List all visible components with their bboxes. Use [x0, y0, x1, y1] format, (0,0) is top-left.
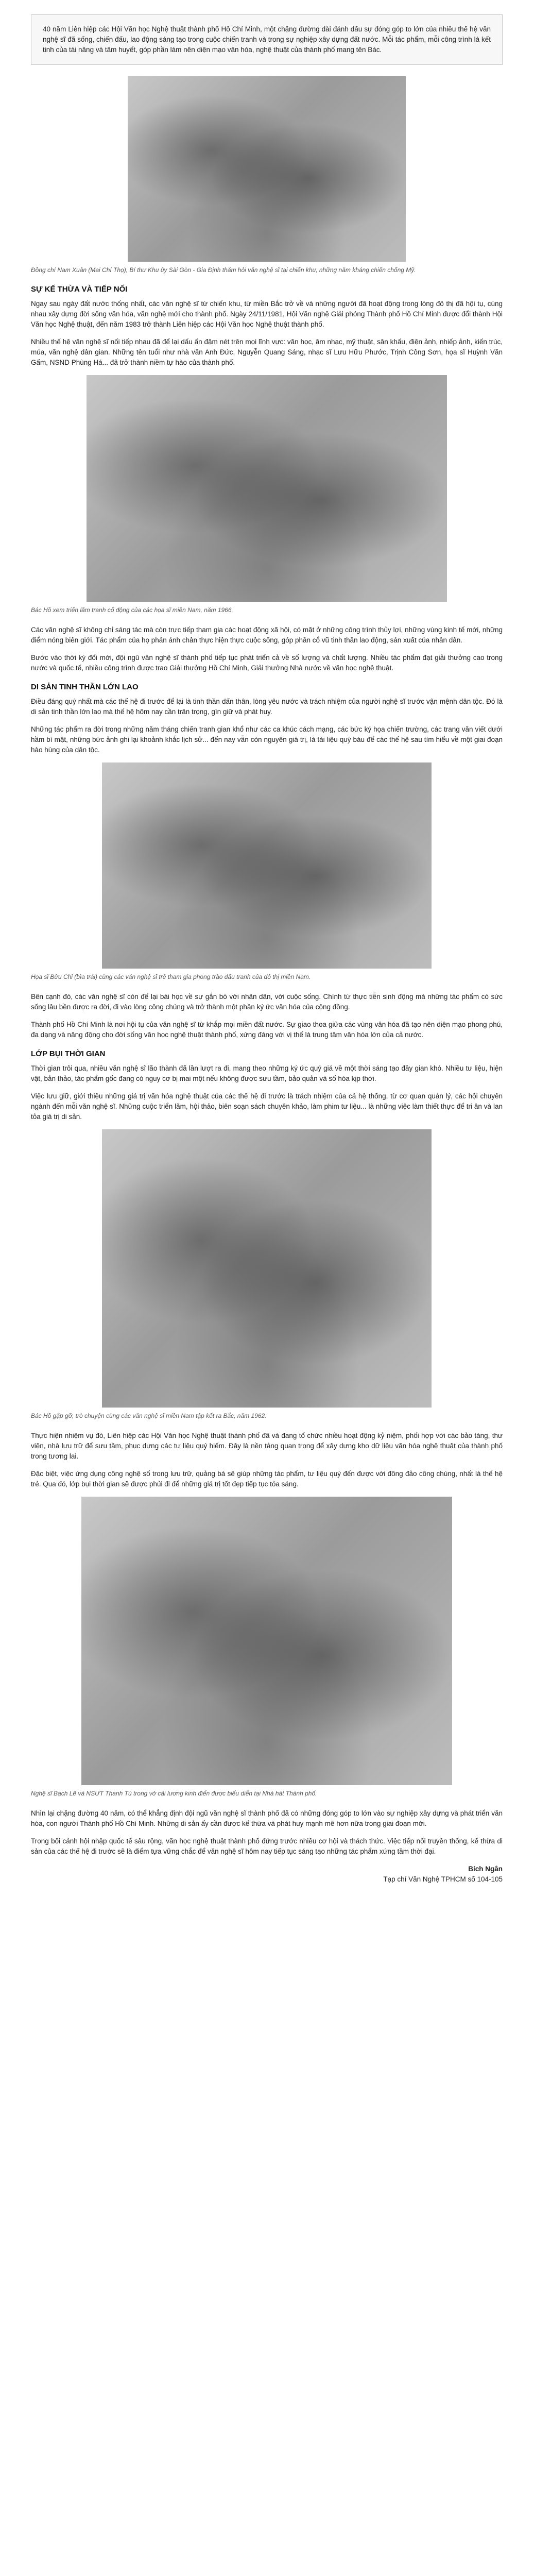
section-2-para-2: Những tác phẩm ra đời trong những năm tháng chiến tranh gian khổ như các ca khúc cách mạng, các bức ký họa chiến trường, các trang văn viết dưới hầm bí mật, những bức ảnh ghi lại khoảnh khắc lịch sử... đến nay vẫn còn nguyên giá trị, là tài liệu quý báu để các thế hệ sau tìm hiểu về một giai đoạn hào hùng của dân tộc.	[31, 725, 503, 754]
section-1-para-3: Các văn nghệ sĩ không chỉ sáng tác mà còn trực tiếp tham gia các hoạt động xã hội, có mặt ở những công trình thủy lợi, những vùng kinh tế mới, những điểm nóng biên giới. Tác phẩm của họ phản ánh chân thực hiện thực cuộc sống, góp phần cổ vũ tinh thần lao động, sản xuất của nhân dân.	[31, 626, 503, 644]
figure-caption-5: Nghệ sĩ Bạch Lê và NSƯT Thanh Tú trong vở cải lương kinh điển được biểu diễn tại Nhà hát Thành phố.	[31, 1790, 317, 1797]
section-3-para-6: Trong bối cảnh hội nhập quốc tế sâu rộng, văn học nghệ thuật thành phố đứng trước nhiều cơ hội và thách thức. Việc tiếp nối truyền thống, kế thừa di sản của các thế hệ đi trước sẽ là điểm tựa vững chắc để văn nghệ sĩ hôm nay tiếp tục sáng tạo những tác phẩm xứng tầm thời đại.	[31, 1837, 503, 1855]
figure-photo-2	[87, 375, 447, 602]
byline-author: Bích Ngân	[468, 1865, 503, 1873]
section-heading-1: SỰ KẾ THỪA VÀ TIẾP NỐI	[31, 285, 128, 294]
figure-photo-1	[128, 76, 406, 262]
section-heading-2: DI SẢN TINH THẦN LỚN LAO	[31, 683, 139, 691]
figure-photo-3	[102, 762, 432, 969]
section-1-para-2: Nhiều thế hệ văn nghệ sĩ nối tiếp nhau đã để lại dấu ấn đậm nét trên mọi lĩnh vực: văn học, âm nhạc, mỹ thuật, sân khấu, điện ảnh, nhiếp ảnh, kiến trúc, múa, văn nghệ dân gian. Những tên tuổi như nhà văn Anh Đức, Nguyễn Quang Sáng, nhạc sĩ Lưu Hữu Phước, Trịnh Công Sơn, họa sĩ Huỳnh Văn Gấm, NSND Phùng Há... đã trở thành niềm tự hào của thành phố.	[31, 338, 503, 366]
byline	[31, 1864, 503, 1885]
figure-caption-1: Đồng chí Nam Xuân (Mai Chí Thọ), Bí thư Khu ủy Sài Gòn - Gia Định thăm hỏi văn nghệ sĩ tại chiến khu, những năm kháng chiến chống Mỹ.	[31, 266, 416, 274]
intro-text: 40 năm Liên hiệp các Hội Văn học Nghệ thuật thành phố Hồ Chí Minh, một chặng đường dài đánh dấu sự đóng góp to lớn của nhiều thế hệ văn nghệ sĩ đã sống, chiến đấu, lao động sáng tạo trong cuộc chiến tranh và trong sự nghiệp xây dựng đất nước. Mỗi tác phẩm, mỗi công trình là kết tinh của tài năng và tâm huyết, góp phần làm nên diện mạo văn hóa, nghệ thuật của thành phố mang tên Bác.	[43, 25, 491, 54]
section-heading-3: LỚP BỤI THỜI GIAN	[31, 1049, 106, 1058]
figure-caption-2: Bác Hồ xem triển lãm tranh cổ động của các họa sĩ miền Nam, năm 1966.	[31, 606, 233, 614]
byline-role: Tạp chí Văn Nghệ TPHCM số 104-105	[383, 1875, 503, 1883]
section-2-para-3: Bên cạnh đó, các văn nghệ sĩ còn để lại bài học về sự gắn bó với nhân dân, với cuộc sống. Chính từ thực tiễn sinh động mà những tác phẩm có sức sống lâu bền được ra đời, đi vào lòng công chúng và trở thành một phần ký ức văn hóa của cộng đồng.	[31, 993, 503, 1011]
figure-photo-5	[81, 1497, 452, 1785]
section-3-para-2: Việc lưu giữ, giới thiệu những giá trị văn hóa nghệ thuật của các thế hệ đi trước là trách nhiệm của cả hệ thống, từ cơ quan quản lý, các hội chuyên ngành đến mỗi văn nghệ sĩ. Những cuộc triển lãm, hội thảo, biên soạn sách chuyên khảo, làm phim tư liệu... là những việc làm thiết thực để tri ân và lan tỏa giá trị di sản.	[31, 1092, 503, 1121]
figure-photo-4	[102, 1129, 432, 1408]
section-3-para-3: Thực hiện nhiệm vụ đó, Liên hiệp các Hội Văn học Nghệ thuật thành phố đã và đang tổ chức nhiều hoạt động kỷ niệm, phối hợp với các bảo tàng, thư viện, nhà lưu trữ để sưu tầm, phục dựng các tư liệu quý hiếm. Đây là nền tảng quan trọng để xây dựng kho dữ liệu văn hóa nghệ thuật của thành phố trong tương lai.	[31, 1432, 503, 1460]
section-2-para-1: Điều đáng quý nhất mà các thế hệ đi trước để lại là tinh thần dấn thân, lòng yêu nước và trách nhiệm của người nghệ sĩ trước vận mệnh dân tộc. Đó là di sản tinh thần lớn lao mà thế hệ hôm nay cần trân trọng, gìn giữ và phát huy.	[31, 698, 503, 716]
intro-box	[31, 14, 503, 65]
section-2-para-4: Thành phố Hồ Chí Minh là nơi hội tụ của văn nghệ sĩ từ khắp mọi miền đất nước. Sự giao thoa giữa các vùng văn hóa đã tạo nên diện mạo phong phú, đa dạng và năng động cho đời sống văn học nghệ thuật thành phố, xứng đáng với vị thế là trung tâm văn hóa lớn của cả nước.	[31, 1021, 503, 1039]
section-1-para-4: Bước vào thời kỳ đổi mới, đội ngũ văn nghệ sĩ thành phố tiếp tục phát triển cả về số lượng và chất lượng. Nhiều tác phẩm đạt giải thưởng cao trong nước và quốc tế, nhiều công trình được trao Giải thưởng Hồ Chí Minh, Giải thưởng Nhà nước về văn học nghệ thuật.	[31, 654, 503, 672]
figure-caption-3: Họa sĩ Bửu Chỉ (bìa trái) cùng các văn nghệ sĩ trẻ tham gia phong trào đấu tranh của đô thị miền Nam.	[31, 973, 311, 980]
section-3-para-1: Thời gian trôi qua, nhiều văn nghệ sĩ lão thành đã lần lượt ra đi, mang theo những ký ức quý giá về một thời sáng tạo đầy gian khó. Nhiều tư liệu, hiện vật, bản thảo, tác phẩm gốc đang có nguy cơ bị mai một nếu không được sưu tầm, bảo quản và số hóa kịp thời.	[31, 1064, 503, 1082]
article	[31, 14, 503, 1885]
figure-caption-4: Bác Hồ gặp gỡ, trò chuyện cùng các văn nghệ sĩ miền Nam tập kết ra Bắc, năm 1962.	[31, 1412, 267, 1419]
section-3-para-5: Nhìn lại chặng đường 40 năm, có thể khẳng định đội ngũ văn nghệ sĩ thành phố đã có những đóng góp to lớn vào sự nghiệp xây dựng và phát triển văn hóa, con người Thành phố Hồ Chí Minh. Những di sản ấy cần được kế thừa và phát huy mạnh mẽ hơn nữa trong giai đoạn mới.	[31, 1809, 503, 1827]
section-1-para-1: Ngay sau ngày đất nước thống nhất, các văn nghệ sĩ từ chiến khu, từ miền Bắc trở về và những người đã hoạt động trong lòng đô thị đã hội tụ, cùng nhau xây dựng đời sống văn hóa, văn nghệ mới cho thành phố. Ngày 24/11/1981, Hội Văn nghệ Giải phóng Thành phố Hồ Chí Minh được đổi thành Hội Văn học Nghệ thuật, đến năm 1983 trở thành Liên hiệp các Hội Văn học Nghệ thuật thành phố.	[31, 300, 503, 328]
section-3-para-4: Đặc biệt, việc ứng dụng công nghệ số trong lưu trữ, quảng bá sẽ giúp những tác phẩm, tư liệu quý đến được với đông đảo công chúng, nhất là thế hệ trẻ. Qua đó, lớp bụi thời gian sẽ được phủi đi để những giá trị tốt đẹp tiếp tục tỏa sáng.	[31, 1470, 503, 1488]
